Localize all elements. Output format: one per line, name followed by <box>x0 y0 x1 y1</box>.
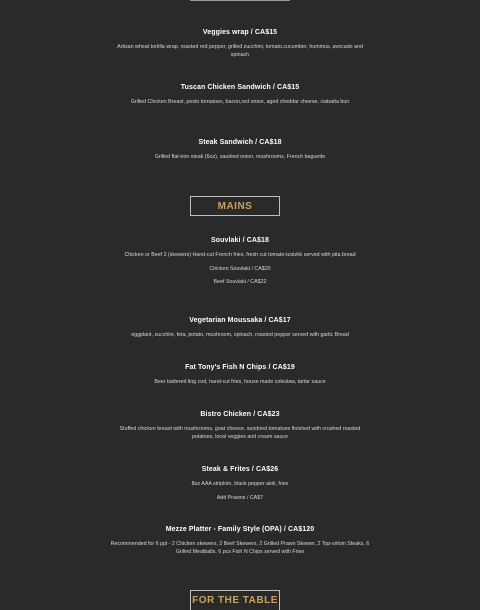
menu-item-mezze-platter <box>110 525 370 556</box>
item-title: Bistro Chicken / CA$23 <box>200 411 280 418</box>
item-description: Chicken or Beef 2 (skewers) Hand-cut French fries, fresh cut tomato-tzatziki served with pita bread <box>124 252 356 258</box>
menu-item-steak-sandwich <box>110 138 370 162</box>
section-heading-label: FOR THE TABLE <box>192 595 278 606</box>
item-description: Beer battered ling cod, hand-cut fries, house made coleslaw, tartar sauce <box>154 379 326 385</box>
item-title: Mezze Platter - Family Style (OPA) / CA$120 <box>165 526 315 533</box>
item-option: Beef Souvlaki / CA$22 <box>213 278 267 285</box>
section-heading-mains <box>190 196 280 216</box>
menu-item-bistro-chicken <box>110 410 370 441</box>
menu-item-vegetarian-moussaka <box>110 316 370 340</box>
item-title: Fat Tony's Fish N Chips / CA$19 <box>185 364 295 371</box>
item-description: Recommended for 6 ppl - 2 Chicken skewers, 2 Beef Skewers, 2 Grilled Prawn Skewer, 2 Top-sirloin Steaks, 6 Grilled Meatballs, 6 pcs Fish N Chips served with Fries <box>110 541 370 555</box>
item-title: Veggies wrap / CA$15 <box>202 29 278 36</box>
item-title: Steak & Frites / CA$26 <box>201 466 279 473</box>
menu-item-steak-frites <box>110 465 370 502</box>
section-heading-label: MAINS <box>217 200 253 212</box>
section-heading-for-the-table <box>190 590 280 610</box>
item-description: Artisan wheat tortilla wrap, roasted red pepper, grilled zucchini, tomato,cucumber, hummus, avocado and spinach <box>117 44 363 58</box>
menu-item-fish-n-chips <box>110 363 370 387</box>
item-description: Stuffed chicken breast with mushrooms, goat cheese, sundried tomatoes finished with crushed roasted potatoes, local veggies and cream sauce <box>119 426 361 440</box>
item-option: Chicken Souvlaki / CA$20 <box>209 265 271 272</box>
menu-item-tuscan-chicken-sandwich <box>110 83 370 107</box>
item-description: Grilled flat-iron steak (6oz), sautéed onion, mushrooms, French baguette <box>154 154 326 160</box>
item-description: Grilled Chicken Breast, pesto tomatoes, bacon,red onion, aged cheddar cheese, ciabatta bun <box>130 99 350 105</box>
menu-item-veggies-wrap <box>110 28 370 59</box>
item-title: Souvlaki / CA$18 <box>210 237 269 244</box>
top-divider <box>190 0 290 1</box>
item-description: eggplant, zucchini, feta, potato, mushroom, spinach, roasted pepper served with garlic Bread <box>131 332 349 338</box>
item-title: Vegetarian Moussaka / CA$17 <box>189 317 291 324</box>
item-title: Steak Sandwich / CA$18 <box>198 139 282 146</box>
item-option: Add Prawns / CA$7 <box>216 494 264 501</box>
item-description: 8oz AAA striploin, black pepper aioli, fries <box>191 481 289 487</box>
item-title: Tuscan Chicken Sandwich / CA$15 <box>180 84 300 91</box>
menu-item-souvlaki <box>110 236 370 286</box>
